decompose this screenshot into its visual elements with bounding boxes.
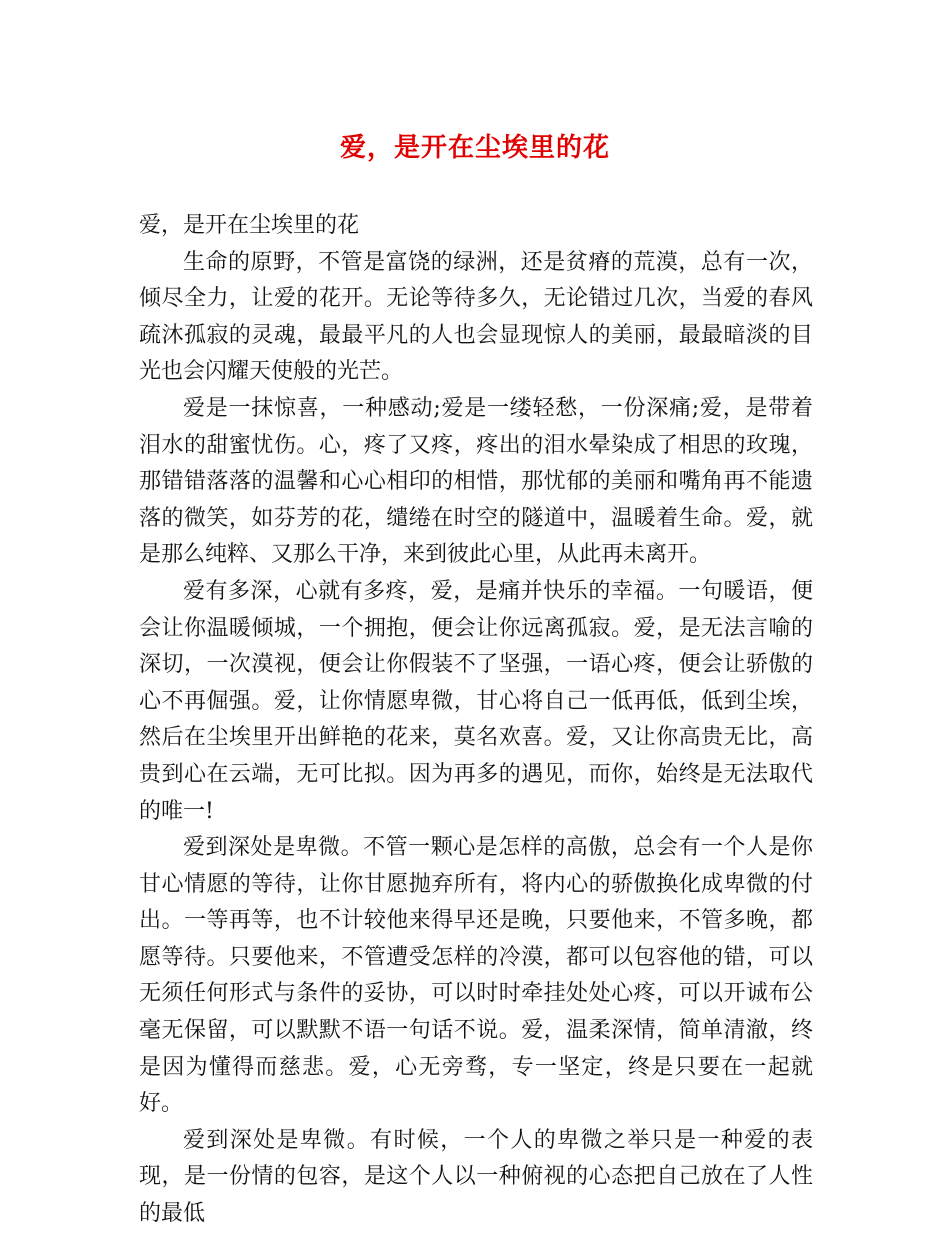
paragraph: 爱是一抹惊喜，一种感动;爱是一缕轻愁，一份深痛;爱，是带着泪水的甜蜜忧伤。心，疼了又疼，疼出的泪水晕染成了相思的玫瑰，那错错落落的温馨和心心相印的相惜，那忧郁的美丽和嘴角再不能遗落的微笑，如芬芳的花，缱绻在时空的隧道中，温暖着生命。爱，就是那么纯粹、又那么干净，来到彼此心里，从此再未离开。 <box>139 395 813 568</box>
document-body <box>139 208 813 1233</box>
document-title: 爱，是开在尘埃里的花 <box>339 133 610 163</box>
paragraph: 生命的原野，不管是富饶的绿洲，还是贫瘠的荒漠，总有一次，倾尽全力，让爱的花开。无论等待多久，无论错过几次，当爱的春风疏沐孤寂的灵魂，最最平凡的人也会显现惊人的美丽，最最暗淡的目光也会闪耀天使般的光芒。 <box>139 249 813 385</box>
document-subtitle: 爱，是开在尘埃里的花 <box>139 213 360 238</box>
paragraph: 爱有多深，心就有多疼，爱，是痛并快乐的幸福。一句暖语，便会让你温暖倾城，一个拥抱，便会让你远离孤寂。爱，是无法言喻的深切，一次漠视，便会让你假装不了坚强，一语心疼，便会让骄傲的心不再倔强。爱，让你情愿卑微，甘心将自己一低再低，低到尘埃，然后在尘埃里开出鲜艳的花来，莫名欢喜。爱，又让你高贵无比，高贵到心在云端，无可比拟。因为再多的遇见，而你，始终是无法取代的唯一! <box>139 578 813 824</box>
paragraph: 爱到深处是卑微。不管一颗心是怎样的高傲，总会有一个人是你甘心情愿的等待，让你甘愿抛弃所有，将内心的骄傲换化成卑微的付出。一等再等，也不计较他来得早还是晚，只要他来，不管多晚，都愿等待。只要他来，不管遭受怎样的冷漠，都可以包容他的错，可以无须任何形式与条件的妥协，可以时时牵挂处处心疼，可以开诚布公毫无保留，可以默默不语一句话不说。爱，温柔深情，简单清澈，终是因为懂得而慈悲。爱，心无旁骛，专一坚定，终是只要在一起就好。 <box>139 835 813 1117</box>
paragraph: 爱到深处是卑微。有时候，一个人的卑微之举只是一种爱的表现，是一份情的包容，是这个人以一种俯视的心态把自己放在了人性的最低 <box>139 1127 813 1227</box>
